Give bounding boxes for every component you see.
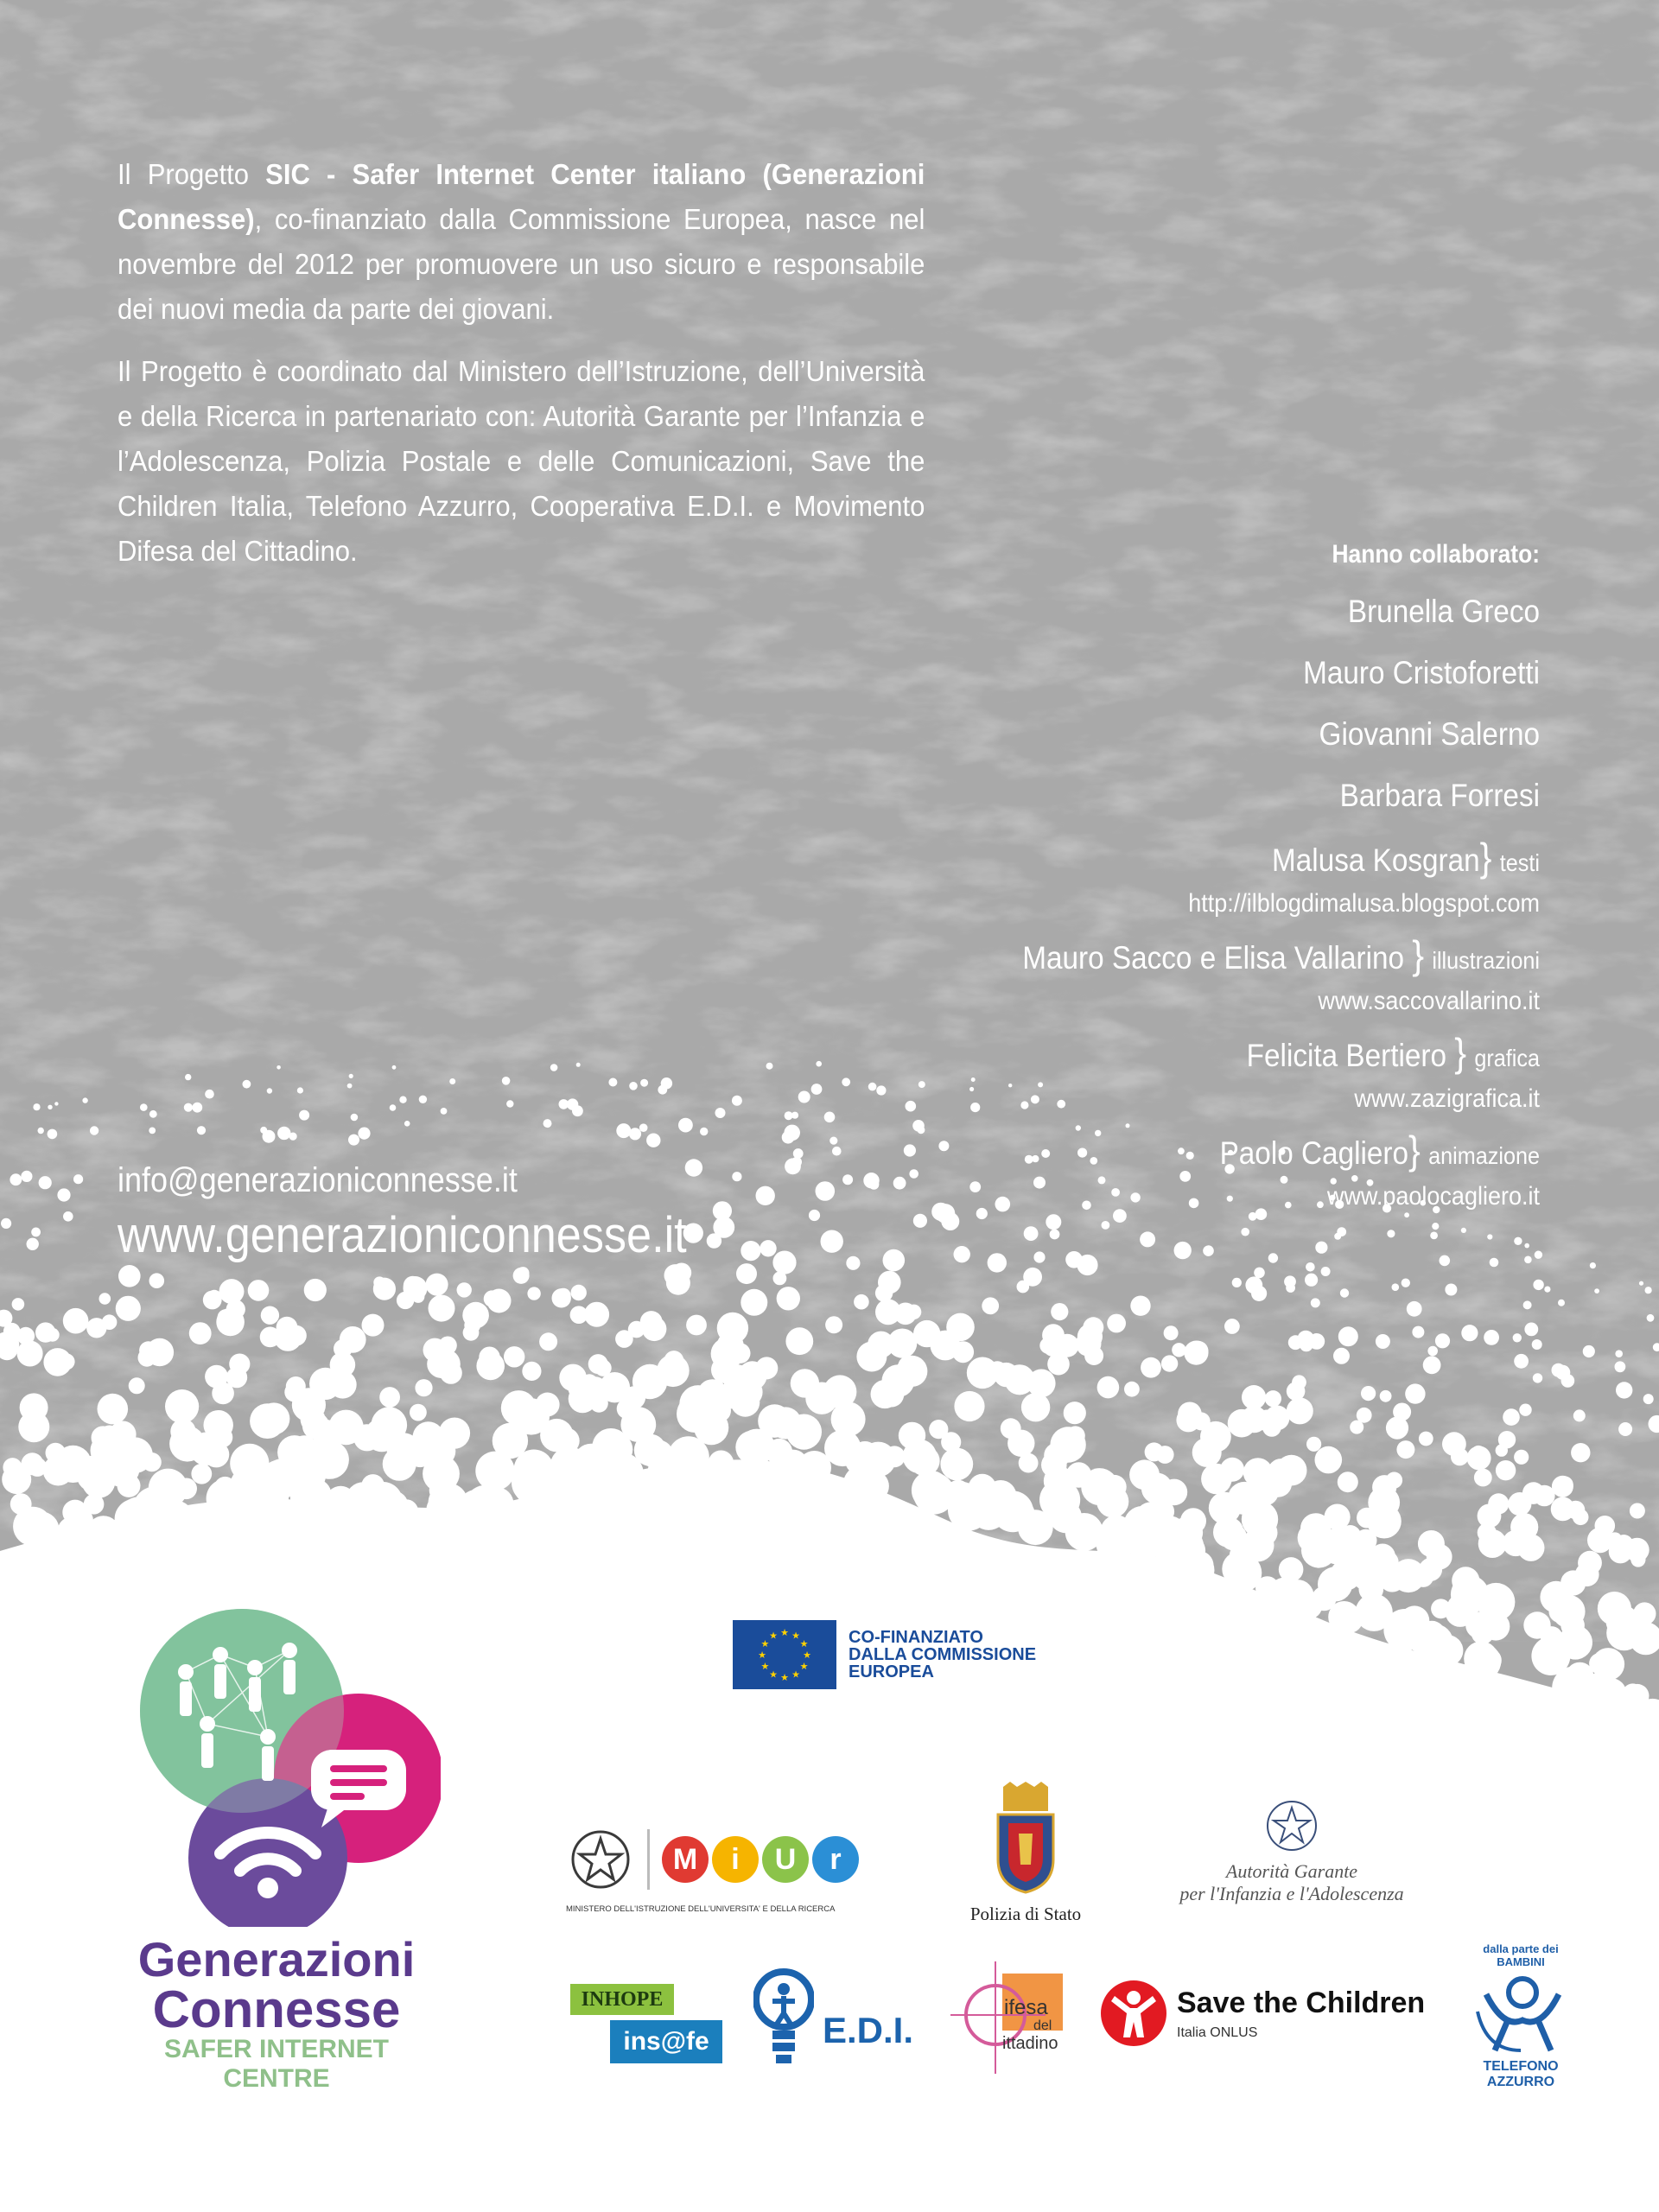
eu-star-icon: ★: [780, 1673, 789, 1683]
contact-website-link[interactable]: www.generazioniconnesse.it: [118, 1207, 687, 1263]
ta-top: dalla parte dei: [1483, 1942, 1559, 1955]
edi-lightbulb-icon: [753, 1963, 814, 2067]
polizia-di-stato-logo: [961, 1782, 1090, 1925]
miur-letter: r: [812, 1836, 859, 1883]
insafe-label: ins@fe: [610, 2020, 722, 2063]
miur-logo: [566, 1825, 886, 1914]
autorita-garante-logo: [1149, 1796, 1434, 1905]
eu-cofinanced-logo: [733, 1620, 1036, 1689]
garante-line2: per l'Infanzia e l'Adolescenza: [1179, 1883, 1404, 1904]
eu-star-icon: ★: [760, 1662, 770, 1672]
miur-caption: MINISTERO DELL'ISTRUZIONE DELL'UNIVERSITA' E DELLA RICERCA: [566, 1904, 836, 1914]
difesa-cittadino-label: ittadino: [1002, 2034, 1058, 2053]
credit-role-line: [840, 835, 1540, 886]
miur-letter: M: [662, 1836, 709, 1883]
credit-name: Brunella Greco: [1347, 594, 1540, 629]
miur-letter: i: [712, 1836, 759, 1883]
credit-role-line: [840, 932, 1540, 983]
credit-brace: }: [1479, 835, 1492, 880]
eu-star-icon: ★: [799, 1662, 809, 1672]
eu-star-icon: ★: [760, 1639, 770, 1649]
republic-emblem-icon: [1262, 1796, 1322, 1856]
difesa-label: ifesa: [1004, 1996, 1048, 2019]
eu-star-icon: ★: [803, 1650, 811, 1661]
eu-star-icon: ★: [769, 1669, 778, 1681]
difesa-cittadino-logo: [950, 1961, 1080, 2074]
ta-line2: AZZURRO: [1486, 2075, 1555, 2089]
intro-text: [118, 152, 925, 591]
intro-p1-bold: SIC - Safer Internet Center italiano (Generazioni Connesse): [118, 158, 925, 235]
eu-star-icon: ★: [799, 1639, 809, 1649]
telefono-azzurro-logo: [1460, 1942, 1581, 2090]
credit-name: Mauro Cristoforetti: [1303, 655, 1540, 690]
telefono-azzurro-icon: [1469, 1968, 1573, 2055]
eu-star-icon: ★: [780, 1628, 789, 1638]
credit-role-name: Malusa Kosgran: [1272, 842, 1480, 878]
credit-role-line: [840, 1128, 1540, 1179]
intro-paragraph-2: Il Progetto è coordinato dal Ministero dell’Istruzione, dell’Università e della Ricerca in partenariato con: Autorità Garante per l’Infanzia e l’Adolescenza, Polizia Postale e delle Comunicazioni, Save the Children Italia, Telefono Azzurro, Cooperativa E.D.I. e Movimento Difesa del Cittadino.: [118, 355, 925, 567]
credit-brace: }: [1454, 1030, 1467, 1075]
eu-star-icon: ★: [758, 1650, 766, 1661]
miur-letter: U: [762, 1836, 809, 1883]
credit-role: testi: [1499, 849, 1540, 876]
police-crest-icon: [993, 1782, 1058, 1894]
credit-url-link[interactable]: www.paolocagliero.it: [1326, 1182, 1540, 1211]
credit-name: Barbara Forresi: [1339, 778, 1540, 813]
generazioni-connesse-emblem: [112, 1607, 441, 1927]
intro-p1-suffix: , co-finanziato dalla Commissione Europea, nasce nel novembre del 2012 per promuovere un uso sicuro e responsabile dei nuovi media da parte dei giovani.: [118, 203, 925, 325]
generazioni-connesse-logo: [112, 1607, 441, 2094]
eu-flag-icon: [733, 1620, 836, 1689]
credit-brace: }: [1412, 932, 1425, 977]
credit-role-name: Felicita Bertiero: [1246, 1038, 1455, 1073]
eu-text-line1: CO-FINANZIATO: [849, 1628, 983, 1647]
intro-p1-prefix: Il Progetto: [118, 158, 266, 190]
credit-role: animazione: [1428, 1142, 1540, 1169]
credits: [762, 529, 1540, 1225]
ta-bambini: BAMBINI: [1497, 1955, 1545, 1968]
contact-email-link[interactable]: info@generazioniconnesse.it: [118, 1161, 518, 1199]
credit-brace: }: [1408, 1128, 1421, 1173]
miur-letters: [662, 1836, 859, 1883]
stc-name: Save the Children: [1177, 1986, 1426, 2019]
gc-title-line2: Connesse: [152, 1980, 401, 2038]
save-the-children-icon: [1099, 1979, 1168, 2048]
gc-title-line1: Generazioni: [137, 1932, 416, 1986]
credit-role-line: [840, 1030, 1540, 1081]
contacts: [118, 1156, 750, 1267]
credit-url-link[interactable]: www.zazigrafica.it: [1354, 1084, 1540, 1113]
credit-role: illustrazioni: [1432, 947, 1540, 974]
inhope-label: INHOPE: [570, 1984, 674, 2015]
credit-role: grafica: [1474, 1045, 1540, 1071]
credit-role-name: Mauro Sacco e Elisa Vallarino: [1022, 940, 1413, 976]
eu-text-line3: EUROPEA: [849, 1662, 934, 1681]
edi-logo: [753, 1963, 913, 2067]
edi-label: E.D.I.: [823, 2010, 914, 2050]
eu-star-icon: ★: [791, 1669, 800, 1681]
stc-subtitle: Italia ONLUS: [1177, 2025, 1258, 2040]
eu-star-icon: ★: [769, 1630, 778, 1642]
polizia-caption: Polizia di Stato: [969, 1904, 1082, 1924]
inhope-insafe-logo: [570, 1984, 722, 2063]
difesa-del-label: del: [1033, 2018, 1052, 2033]
italian-emblem-icon: [566, 1825, 635, 1894]
credit-name: Giovanni Salerno: [1319, 716, 1540, 752]
save-the-children-logo: [1099, 1979, 1425, 2048]
eu-star-icon: ★: [791, 1630, 800, 1642]
garante-line1: Autorità Garante: [1225, 1860, 1358, 1882]
gc-subtitle: SAFER INTERNET CENTRE: [163, 2035, 389, 2093]
credit-url-link[interactable]: www.saccovallarino.it: [1318, 987, 1540, 1015]
credits-heading: Hanno collaborato:: [1332, 540, 1540, 569]
intro-paragraph-1: [118, 152, 925, 332]
credit-url-link[interactable]: http://ilblogdimalusa.blogspot.com: [1188, 889, 1540, 918]
credit-role-name: Paolo Cagliero: [1219, 1135, 1409, 1171]
ta-line1: TELEFONO: [1483, 2059, 1559, 2074]
eu-text-line2: DALLA COMMISSIONE: [849, 1645, 1037, 1664]
